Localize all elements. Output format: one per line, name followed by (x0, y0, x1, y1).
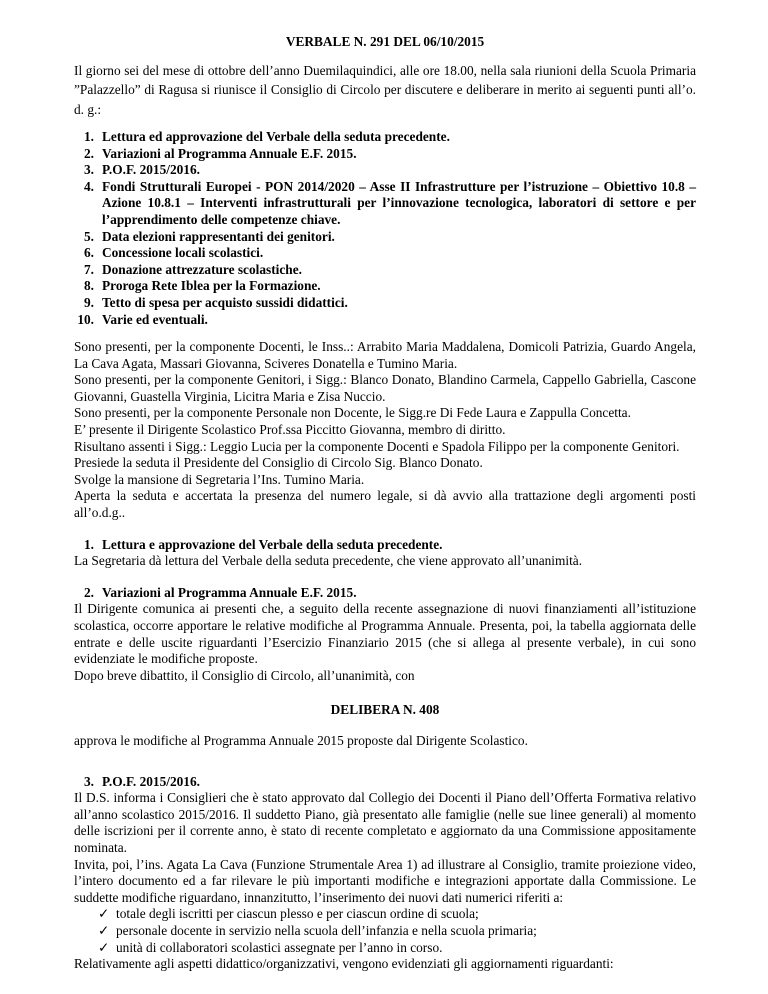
intro-paragraph: Il giorno sei del mese di ottobre dell’anno Duemilaquindici, alle ore 18.00, nella sala riunioni della Scuola Primaria ”Palazzello” di Ragusa si riunisce il Consiglio di Circolo per discutere e deliberare in merito ai seguenti punti all’o. d. g.: (74, 62, 696, 118)
section-3-body-3: Relativamente agli aspetti didattico/organizzativi, vengono evidenziati gli aggiornamenti riguardanti: (74, 956, 614, 972)
checkmark-icon: ✓ (98, 922, 110, 938)
section-3-body: Il D.S. informa i Consiglieri che è stato approvato dal Collegio dei Docenti il Piano dell’Offerta Formativa relativo all’anno scolastico 2015/2016. Il suddetto Piano, già presentato alle famiglie (nelle sue linee generali) al momento delle iscrizioni per il corrente anno, è stato di recente completato e aggiornato da una Commissione appositamente nominata. (74, 790, 696, 855)
attendance-line: Aperta la seduta e accertata la presenza del numero legale, si dà avvio alla trattazione degli argomenti posti all’o.d.g.. (74, 488, 696, 521)
list-item: ✓ totale degli iscritti per ciascun plesso e per ciascun ordine di scuola; (98, 906, 479, 922)
document-page (74, 34, 696, 973)
document-title: VERBALE N. 291 DEL 06/10/2015 (285, 34, 485, 49)
checkmark-icon: ✓ (98, 906, 110, 922)
attendance-line: Sono presenti, per la componente Genitori, i Sigg.: Blanco Donato, Blandino Carmela, Cappello Gabriella, Cascone Giovanni, Guastella Virginia, Licitra Maria e Zisa Nuccio. (74, 372, 696, 404)
agenda-item: 7. Donazione attrezzature scolastiche. (83, 261, 302, 277)
attendance-block (74, 339, 696, 522)
check-list (74, 906, 696, 956)
agenda-item: 10. Varie ed eventuali. (77, 311, 208, 327)
agenda-item: 3. P.O.F. 2015/2016. (83, 162, 200, 178)
attendance-line: Svolge la mansione di Segretaria l’Ins. Tumino Maria. (74, 471, 365, 487)
section-1-heading: 1. Lettura e approvazione del Verbale della seduta precedente. (83, 536, 443, 552)
section-2-heading: 2. Variazioni al Programma Annuale E.F. 2015. (83, 584, 357, 600)
section-1-body: La Segretaria dà lettura del Verbale della seduta precedente, che viene approvato all’unanimità. (74, 553, 583, 569)
section-2-body-2: Dopo breve dibattito, il Consiglio di Circolo, all’unanimità, con (74, 667, 415, 683)
agenda-item: 8. Proroga Rete Iblea per la Formazione. (83, 278, 321, 294)
agenda-item: 1. Lettura ed approvazione del Verbale della seduta precedente. (83, 128, 450, 144)
agenda-list (74, 129, 696, 328)
delibera-text: approva le modifiche al Programma Annuale 2015 proposte dal Dirigente Scolastico. (74, 732, 528, 748)
attendance-line: Sono presenti, per la componente Personale non Docente, le Sigg.re Di Fede Laura e Zappulla Concetta. (74, 405, 631, 421)
attendance-line: E’ presente il Dirigente Scolastico Prof.ssa Piccitto Giovanna, membro di diritto. (74, 422, 506, 438)
checkmark-icon: ✓ (98, 939, 110, 955)
agenda-item: 9. Tetto di spesa per acquisto sussidi didattici. (83, 294, 348, 310)
list-item: ✓ personale docente in servizio nella scuola dell’infanzia e nella scuola primaria; (98, 922, 537, 938)
agenda-item: 5. Data elezioni rappresentanti dei genitori. (83, 228, 335, 244)
attendance-line: Risultano assenti i Sigg.: Leggio Lucia per la componente Docenti e Spadola Filippo per la componente Genitori. (74, 438, 680, 454)
attendance-line: Sono presenti, per la componente Docenti, le Inss..: Arrabito Maria Maddalena, Domicoli Patrizia, Guardo Angela, La Cava Agata, Massari Giovanna, Sciveres Donatella e Tumino Maria. (74, 339, 696, 371)
agenda-item: 2. Variazioni al Programma Annuale E.F. 2015. (83, 145, 357, 161)
agenda-item: 6. Concessione locali scolastici. (83, 245, 264, 261)
section-3-heading: 3. P.O.F. 2015/2016. (83, 773, 200, 789)
section-2-body: Il Dirigente comunica ai presenti che, a seguito della recente assegnazione di nuovi finanziamenti all’istituzione scolastica, occorre apportare le relative modifiche al Programma Annuale. Presenta, poi, la tabella aggiornata delle entrate e delle uscite riguardanti l’Esercizio Finanziario 2015 (che si allega al presente verbale), in cui sono evidenziate le modifiche proposte. (74, 601, 696, 667)
agenda-item: 4. Fondi Strutturali Europei - PON 2014/2020 – Asse II Infrastrutture per l’istruzione – Obiettivo 10.8 – Azione 10.8.1 – Interventi infrastrutturali per l’innovazione tecnologica, laboratori di settore e per l’apprendimento delle competenze chiave. (83, 178, 696, 227)
delibera-heading: DELIBERA N. 408 (330, 702, 440, 718)
list-item: ✓ unità di collaboratori scolastici assegnate per l’anno in corso. (98, 939, 443, 955)
section-3-body-2: Invita, poi, l’ins. Agata La Cava (Funzione Strumentale Area 1) ad illustrare al Consiglio, tramite proiezione video, l’intero documento ed a far rilevare le più importanti modifiche e integrazioni apportate dalla Commissione. Le suddette modifiche riguardano, innanzitutto, l’inserimento dei nuovi dati numerici riferiti a: (74, 856, 696, 905)
attendance-line: Presiede la seduta il Presidente del Consiglio di Circolo Sig. Blanco Donato. (74, 455, 483, 471)
